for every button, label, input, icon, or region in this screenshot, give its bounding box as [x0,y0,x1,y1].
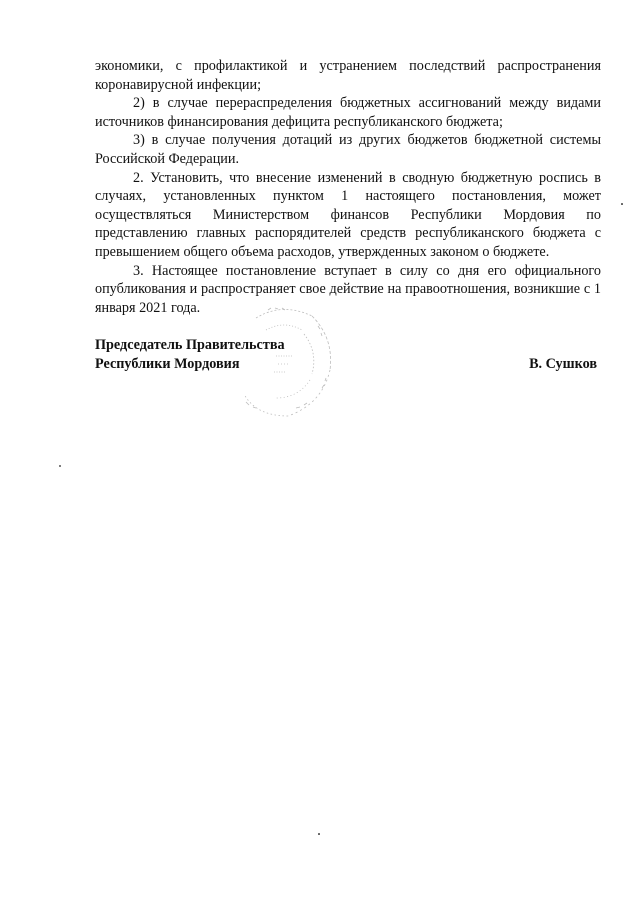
document-body [95,57,601,317]
scan-speck [59,465,61,467]
paragraph-continuation: экономики, с профилактикой и устранением последствий распространения коронавирусной инфекции; [95,58,601,93]
signatory-position-line-2: Республики Мордовия [95,356,240,372]
paragraph-clause-3: 3. Настоящее постановление вступает в силу со дня его официального опубликования и распространяет свое действие на правоотношения, возникшие с 1 января 2021 года. [95,262,601,316]
signatory-position [95,336,285,374]
signatory-position-line-1: Председатель Правительства [95,337,285,353]
scan-speck [621,203,623,205]
paragraph-item-3: 3) в случае получения дотаций из других бюджетов бюджетной системы Российской Федерации. [95,132,601,167]
paragraph-item-2: 2) в случае перераспределения бюджетных ассигнований между видами источников финансирования дефицита республиканского бюджета; [95,95,601,130]
scan-speck [318,833,320,835]
signatory-name: В. Сушков [529,356,597,372]
paragraph-clause-2: 2. Установить, что внесение изменений в сводную бюджетную роспись в случаях, установленных пунктом 1 настоящего постановления, может осуществляться Министерством финансов Республики Мордовия по представлению главных распорядителей средств республиканского бюджета с превышением общего объема расходов, утвержденных законом о бюджете. [95,169,601,260]
